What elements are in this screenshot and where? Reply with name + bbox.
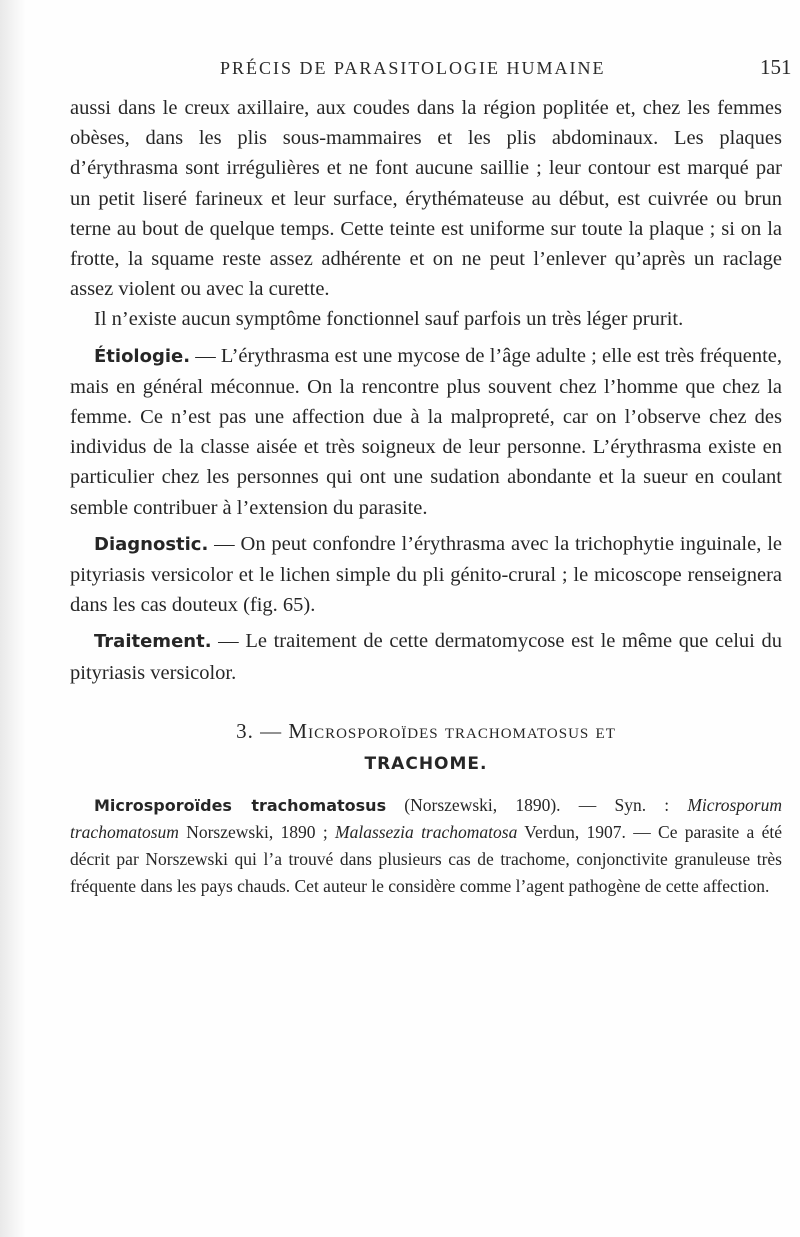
- species-name: Microsporoïdes trachomatosus: [94, 795, 387, 815]
- paragraph-diagnosis: [70, 529, 782, 621]
- heading-etiology: Étiologie.: [94, 345, 191, 367]
- running-head: PRÉCIS DE PARASITOLOGIE HUMAINE: [220, 58, 606, 78]
- section-title-rest: icrosporoïdes: [308, 718, 439, 743]
- page-body: [70, 93, 782, 900]
- synonym-2: Malassezia trachomatosa: [335, 821, 518, 842]
- entry-text-3: Verdun, 1907. — Ce parasite a été décrit par Norszewski qui l’a trouvé dans plusieurs cas de trachome, conjonctivite granuleuse très fréquente dans les pays chauds. Cet auteur le considère comme l’agent pathogène de cette affection.: [70, 821, 782, 896]
- heading-treatment: Traitement.: [94, 631, 212, 653]
- section-title-tail: trachomatosus et: [438, 718, 616, 743]
- paragraph-etiology: [70, 341, 782, 523]
- text-diagnosis: — On peut confondre l’érythrasma avec la trichophytie inguinale, le pityriasis versicolor et le lichen simple du pli génito-crural ; le micoscope renseignera dans les cas douteux (fig. 65).: [70, 532, 782, 617]
- page-number: 151: [760, 55, 792, 79]
- entry-text-1: (Norszewski, 1890). — Syn. :: [386, 794, 688, 815]
- paragraph-species-entry: [70, 792, 782, 900]
- binding-shadow: [0, 0, 26, 1237]
- section-subtitle: TRACHOME.: [364, 753, 488, 774]
- paragraph-functional-symptoms: Il n’existe aucun symptôme fonctionnel sauf parfois un très léger prurit.: [94, 308, 684, 331]
- section-title: 3. — Microsporoïdes trachomatosus et: [236, 718, 616, 743]
- section-title-initial: M: [288, 718, 309, 743]
- paragraph-symptoms: aussi dans le creux axillaire, aux coudes dans la région poplitée et, chez les femmes obèses, dans les plis sous-mammaires et les plis abdominaux. Les plaques d’érythrasma sont irrégulières et ne font aucune saillie ; leur contour est marqué par un petit liseré farineux et leur surface, érythémateuse au début, est cuivrée ou brun terne au bout de quelque temps. Cette teinte est uniforme sur toute la plaque ; si on la frotte, la squame reste assez adhérente et on ne peut l’enlever qu’après un raclage assez violent ou avec la curette.: [70, 97, 782, 301]
- section-number: 3.: [236, 718, 254, 743]
- text-etiology: — L’érythrasma est une mycose de l’âge adulte ; elle est très fréquente, mais en général méconnue. On la rencontre plus souvent chez l’homme que chez la femme. Ce n’est pas une affection due à la malpropreté, car on l’observe chez des individus de la classe aisée et très soigneux de leur personne. L’érythrasma existe en particulier chez les personnes qui ont une sudation abondante et la sueur en coulant semble contribuer à l’extension du parasite.: [70, 344, 782, 519]
- heading-diagnosis: Diagnostic.: [94, 533, 209, 555]
- paragraph-treatment: [70, 626, 782, 687]
- entry-text-2: Norszewski, 1890 ;: [178, 821, 335, 842]
- text-treatment: — Le traitement de cette dermatomycose est le même que celui du pityriasis versicolor.: [70, 630, 782, 684]
- synonym-1: Microsporum trachomatosum: [70, 794, 782, 842]
